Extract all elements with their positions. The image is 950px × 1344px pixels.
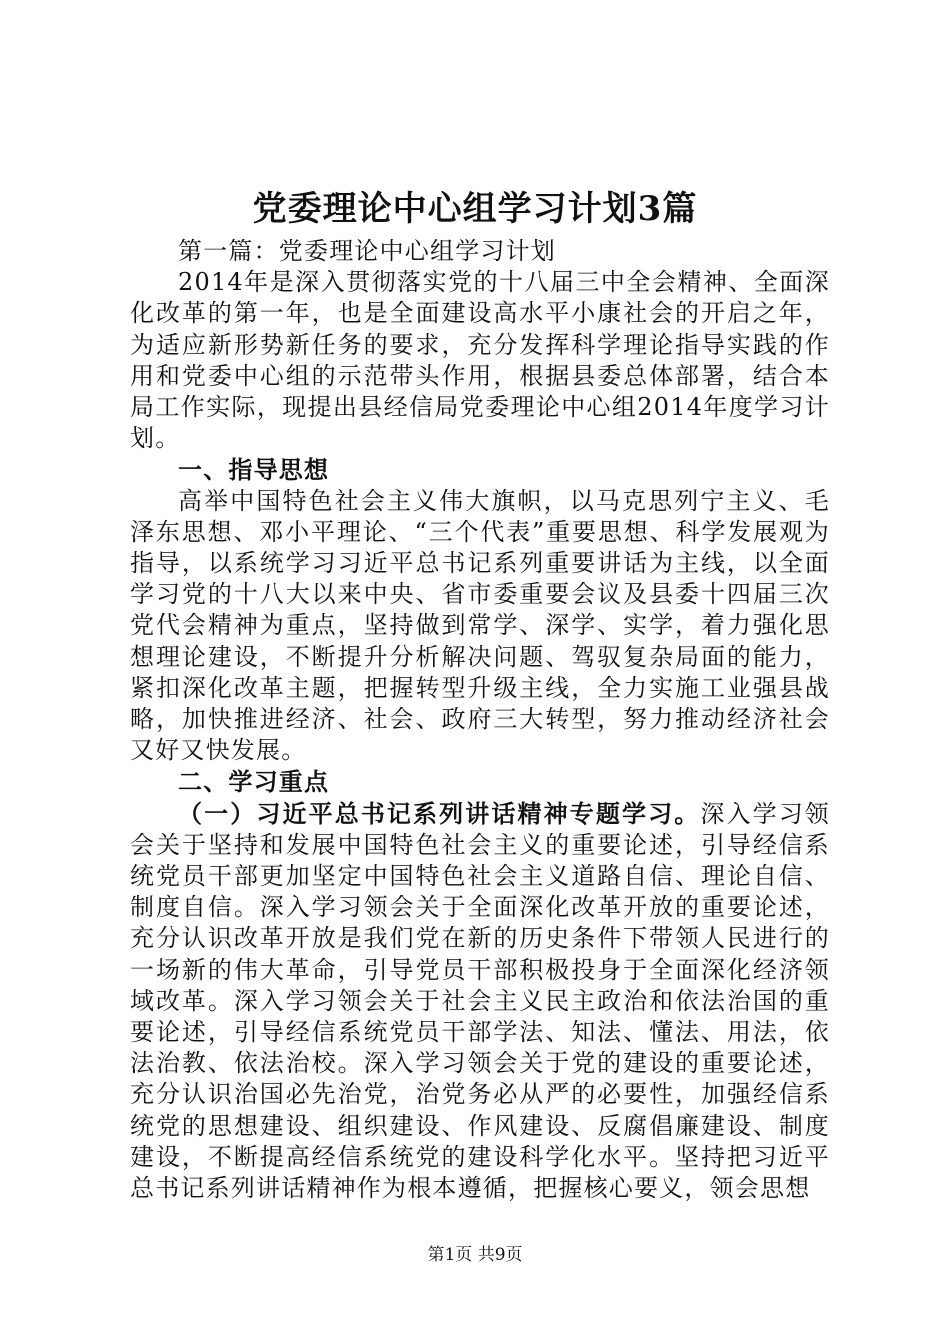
study-focus-item-1 bbox=[130, 798, 830, 1205]
item-1-body: 深入学习领会关于坚持和发展中国特色社会主义的重要论述，引导经信系统党员干部更加坚定中国特色社会主义道路自信、理论自信、制度自信。深入学习领会关于全面深化改革开放的重要论述，充分认识改革开放是我们党在新的历史条件下带领人民进行的一场新的伟大革命，引导党员干部积极投身于全面深化经济领域改革。深入学习领会关于社会主义民主政治和依法治国的重要论述，引导经信系统党员干部学法、知法、懂法、用法，依法治教、依法治校。深入学习领会关于党的建设的重要论述，充分认识治国必先治党，治党务必从严的必要性，加强经信系统党的思想建设、组织建设、作风建设、反腐倡廉建设、制度建设，不断提高经信系统党的建设科学化水平。坚持把习近平总书记系列讲话精神作为根本遵循，把握核心要义，领会思想 bbox=[130, 799, 831, 1203]
document-title: 党委理论中心组学习计划3篇 bbox=[252, 189, 698, 229]
item-1-heading: （一）习近平总书记系列讲话精神专题学习。 bbox=[178, 798, 701, 828]
guiding-thought-paragraph: 高举中国特色社会主义伟大旗帜，以马克思列宁主义、毛泽东思想、邓小平理论、“三个代表”重要思想、科学发展观为指导，以系统学习习近平总书记系列重要讲话为主线，以全面学习党的十八大以来中央、省市委重要会议及县委十四届三次党代会精神为重点，坚持做到常学、深学、实学，着力强化思想理论建设，不断提升分析解决问题、驾驭复杂局面的能力，紧扣深化改革主题，把握转型升级主线，全力实施工业强县战略，加快推进经济、社会、政府三大转型，努力推动经济社会又好又快发展。 bbox=[130, 486, 830, 765]
document-body bbox=[130, 236, 830, 1204]
page-footer: 第1页 共9页 bbox=[427, 1245, 523, 1265]
section-heading-study-focus: 二、学习重点 bbox=[178, 767, 330, 797]
part-heading: 第一篇：党委理论中心组学习计划 bbox=[178, 237, 556, 265]
section-heading-guiding-thought: 一、指导思想 bbox=[178, 455, 330, 485]
intro-paragraph: 2014年是深入贯彻落实党的十八届三中全会精神、全面深化改革的第一年，也是全面建设高水平小康社会的开启之年，为适应新形势新任务的要求，充分发挥科学理论指导实践的作用和党委中心组的示范带头作用，根据县委总体部署，结合本局工作实际，现提出县经信局党委理论中心组2014年度学习计划。 bbox=[130, 268, 830, 453]
